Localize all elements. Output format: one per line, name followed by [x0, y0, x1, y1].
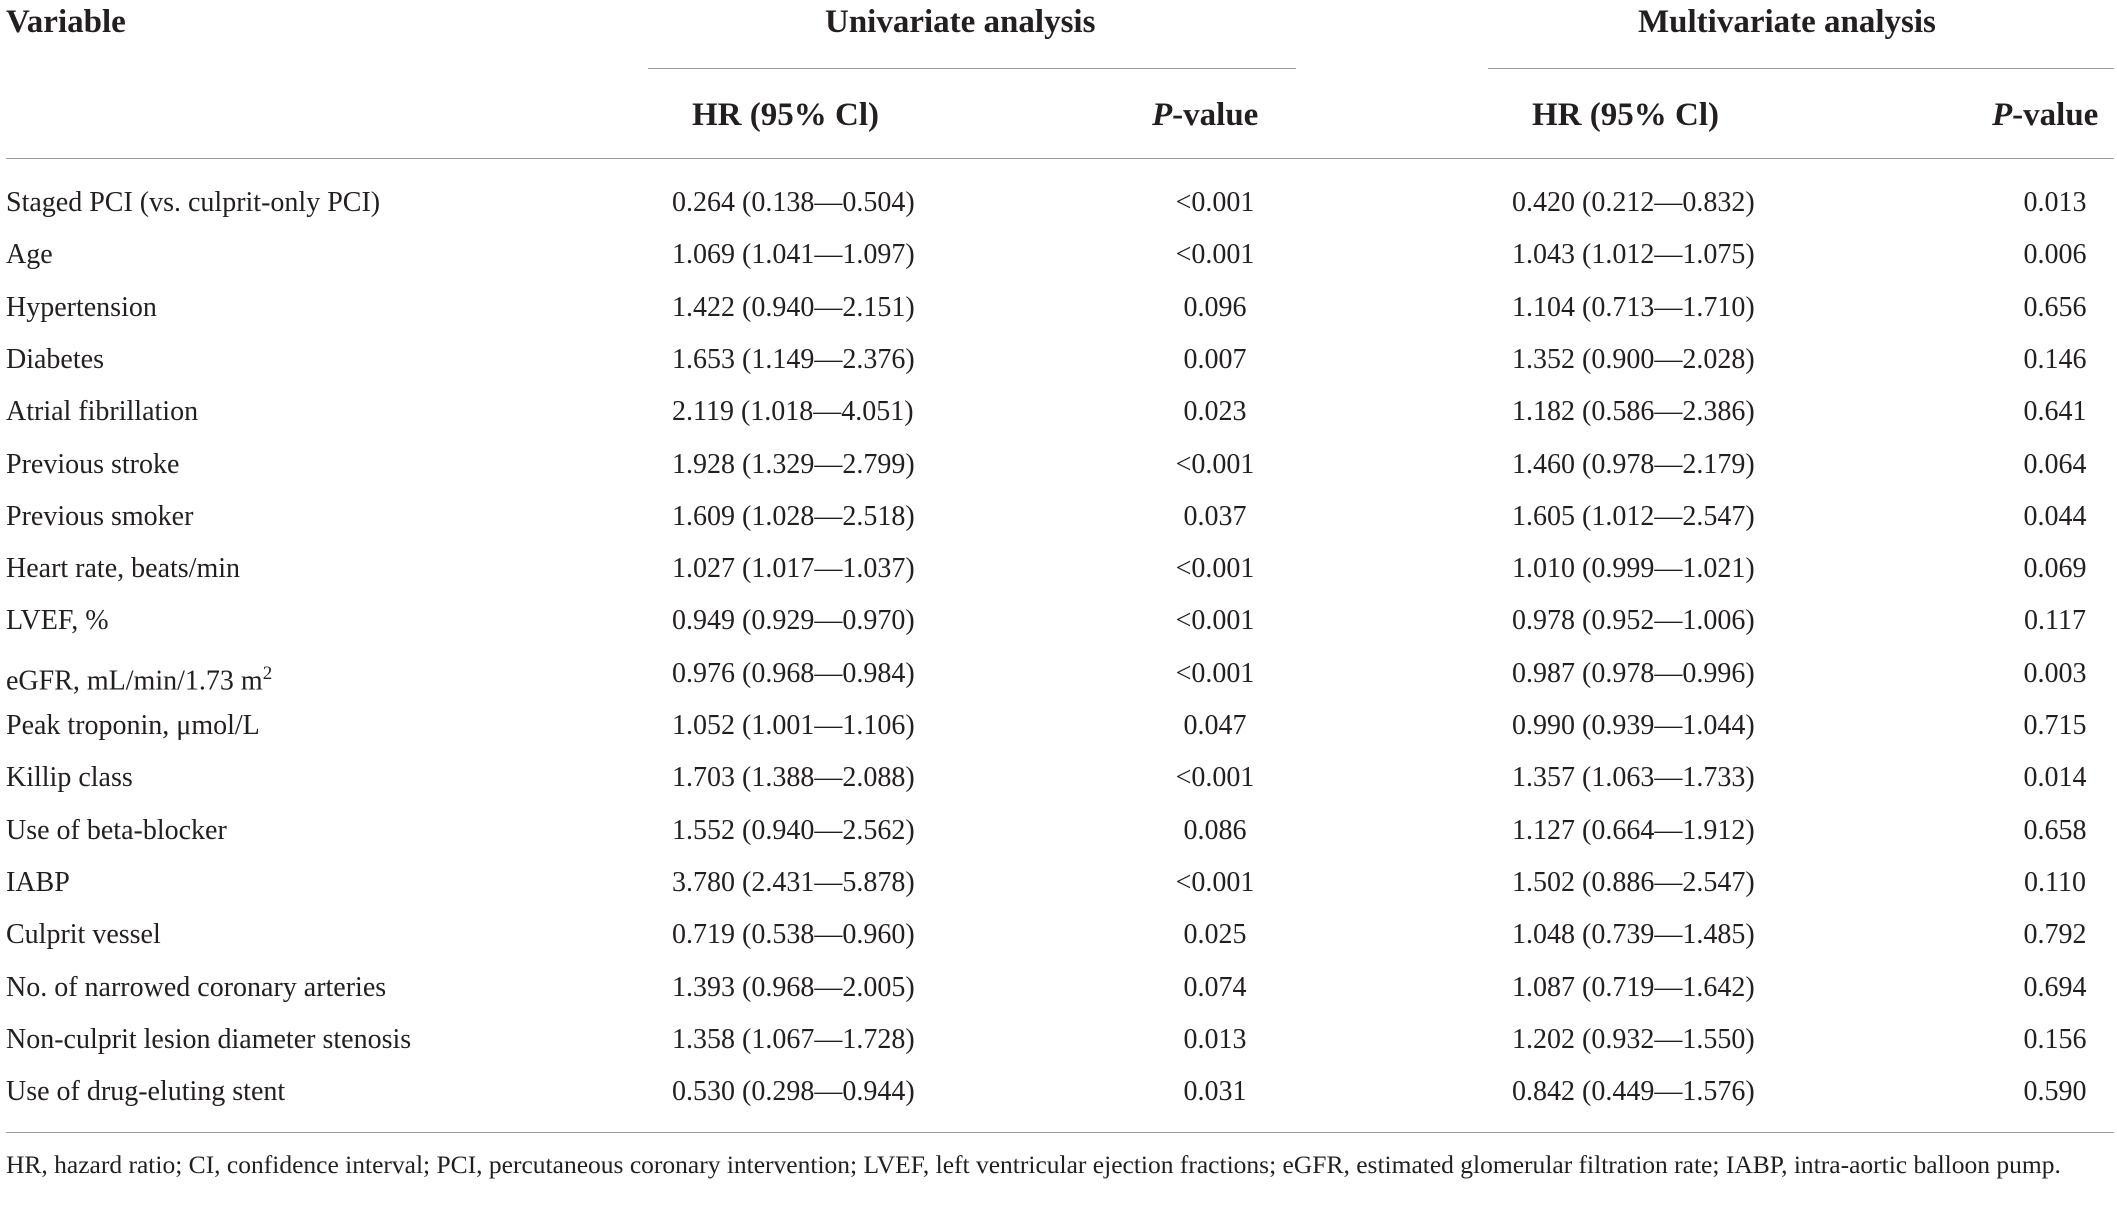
row-multivariate-hr: 1.087 (0.719—1.642) — [1512, 972, 1755, 1003]
row-multivariate-hr: 1.010 (0.999—1.021) — [1512, 553, 1755, 584]
row-variable — [6, 395, 198, 429]
p-rest: -value — [1172, 97, 1259, 133]
row-variable — [6, 186, 380, 220]
row-multivariate-hr: 1.502 (0.886—2.547) — [1512, 867, 1755, 898]
row-multivariate-p: 0.013 — [2023, 187, 2087, 218]
row-univariate-hr: 1.069 (1.041—1.097) — [672, 239, 915, 270]
row-variable — [6, 866, 70, 900]
row-multivariate-hr: 1.605 (1.012—2.547) — [1512, 501, 1755, 532]
row-variable — [6, 448, 179, 482]
variable-text: Use of beta-blocker — [6, 815, 227, 846]
row-univariate-hr: 1.703 (1.388—2.088) — [672, 762, 915, 793]
row-multivariate-hr: 0.987 (0.978—0.996) — [1512, 658, 1755, 689]
row-multivariate-p: 0.792 — [2023, 919, 2087, 950]
row-variable — [6, 814, 227, 848]
row-variable — [6, 500, 193, 534]
table-bottom-rule — [6, 1132, 2114, 1133]
row-univariate-p: <0.001 — [1175, 239, 1255, 270]
row-univariate-hr: 1.422 (0.940—2.151) — [672, 292, 915, 323]
header-univariate-p — [1152, 95, 1258, 135]
variable-text: Heart rate, beats/min — [6, 553, 241, 584]
footnote: HR, hazard ratio; CI, confidence interval; PCI, percutaneous coronary intervention; LVEF, left ventricular ejection fractions; eGFR, estimated glomerular filtration rate; IABP, intra-aortic balloon pump. — [6, 1150, 2061, 1179]
row-variable — [6, 761, 133, 795]
row-univariate-hr: 3.780 (2.431—5.878) — [672, 867, 915, 898]
variable-text: Peak troponin, μmol/L — [6, 710, 260, 741]
row-multivariate-p: 0.694 — [2023, 972, 2087, 1003]
row-variable — [6, 291, 157, 325]
variable-text: No. of narrowed coronary arteries — [6, 972, 387, 1003]
row-multivariate-hr: 1.460 (0.978—2.179) — [1512, 449, 1755, 480]
row-multivariate-p: 0.656 — [2023, 292, 2087, 323]
variable-text: Previous smoker — [6, 501, 194, 532]
row-multivariate-p: 0.003 — [2023, 658, 2087, 689]
row-multivariate-hr: 0.978 (0.952—1.006) — [1512, 605, 1755, 636]
row-univariate-p: 0.013 — [1183, 1024, 1247, 1055]
header-rule — [6, 158, 2114, 159]
row-multivariate-hr: 1.048 (0.739—1.485) — [1512, 919, 1755, 950]
row-multivariate-p: 0.715 — [2023, 710, 2087, 741]
variable-text: Age — [6, 239, 53, 270]
variable-text: IABP — [6, 867, 70, 898]
row-univariate-hr: 1.358 (1.067—1.728) — [672, 1024, 915, 1055]
row-multivariate-hr: 1.127 (0.664—1.912) — [1512, 815, 1755, 846]
header-multivariate-hr: HR (95% Cl) — [1532, 97, 1719, 133]
variable-text: Use of drug-eluting stent — [6, 1076, 286, 1107]
row-multivariate-hr: 1.352 (0.900—2.028) — [1512, 344, 1755, 375]
header-variable: Variable — [6, 4, 126, 40]
row-univariate-p: <0.001 — [1175, 449, 1255, 480]
row-variable — [6, 343, 104, 377]
row-univariate-p: 0.007 — [1183, 344, 1247, 375]
variable-text: Atrial fibrillation — [6, 396, 199, 427]
header-univariate: Univariate analysis — [825, 4, 1096, 40]
row-variable — [6, 657, 272, 698]
row-variable — [6, 971, 386, 1005]
p-italic: P — [1992, 97, 2013, 133]
variable-superscript: 2 — [262, 663, 273, 684]
variable-text: LVEF, % — [6, 605, 109, 636]
row-univariate-hr: 0.949 (0.929—0.970) — [672, 605, 915, 636]
row-multivariate-hr: 1.043 (1.012—1.075) — [1512, 239, 1755, 270]
row-multivariate-p: 0.641 — [2023, 396, 2087, 427]
row-multivariate-p: 0.044 — [2023, 501, 2087, 532]
row-univariate-p: 0.031 — [1183, 1076, 1247, 1107]
multivariate-group-rule — [1488, 68, 2114, 69]
variable-text: eGFR, mL/min/1.73 m — [6, 665, 263, 697]
variable-text: Killip class — [6, 762, 133, 793]
header-multivariate-p — [1992, 95, 2098, 135]
row-multivariate-p: 0.014 — [2023, 762, 2087, 793]
row-variable — [6, 1075, 285, 1109]
row-univariate-p: 0.023 — [1183, 396, 1247, 427]
row-univariate-p: <0.001 — [1175, 658, 1255, 689]
row-multivariate-p: 0.110 — [2024, 867, 2086, 898]
variable-text: Diabetes — [6, 344, 104, 375]
row-multivariate-p: 0.117 — [2024, 605, 2086, 636]
row-univariate-p: 0.096 — [1183, 292, 1247, 323]
row-univariate-hr: 1.653 (1.149—2.376) — [672, 344, 915, 375]
row-univariate-p: <0.001 — [1175, 762, 1255, 793]
row-univariate-p: <0.001 — [1175, 867, 1255, 898]
row-univariate-hr: 0.530 (0.298—0.944) — [672, 1076, 915, 1107]
row-univariate-p: 0.086 — [1183, 815, 1247, 846]
row-univariate-hr: 1.052 (1.001—1.106) — [672, 710, 915, 741]
p-rest: -value — [2012, 97, 2099, 133]
row-univariate-hr: 1.928 (1.329—2.799) — [672, 449, 915, 480]
row-univariate-p: 0.047 — [1183, 710, 1247, 741]
row-univariate-p: 0.074 — [1183, 972, 1247, 1003]
header-multivariate: Multivariate analysis — [1638, 4, 1936, 40]
row-univariate-hr: 1.552 (0.940—2.562) — [672, 815, 915, 846]
row-multivariate-hr: 0.420 (0.212—0.832) — [1512, 187, 1755, 218]
row-univariate-hr: 1.027 (1.017—1.037) — [672, 553, 915, 584]
header-univariate-hr: HR (95% Cl) — [692, 97, 879, 133]
p-italic: P — [1152, 97, 1173, 133]
row-multivariate-p: 0.064 — [2023, 449, 2087, 480]
row-variable — [6, 1023, 411, 1057]
row-multivariate-p: 0.069 — [2023, 553, 2087, 584]
variable-text: Culprit vessel — [6, 919, 161, 950]
univariate-group-rule — [648, 68, 1296, 69]
row-multivariate-hr: 1.357 (1.063—1.733) — [1512, 762, 1755, 793]
row-variable — [6, 552, 240, 586]
row-univariate-hr: 0.976 (0.968—0.984) — [672, 658, 915, 689]
row-multivariate-p: 0.146 — [2023, 344, 2087, 375]
variable-text: Staged PCI (vs. culprit-only PCI) — [6, 187, 381, 218]
row-multivariate-hr: 1.182 (0.586—2.386) — [1512, 396, 1755, 427]
row-univariate-hr: 1.393 (0.968—2.005) — [672, 972, 915, 1003]
variable-text: Previous stroke — [6, 449, 180, 480]
row-univariate-p: 0.037 — [1183, 501, 1247, 532]
row-univariate-p: <0.001 — [1175, 187, 1255, 218]
variable-text: Hypertension — [6, 292, 157, 323]
row-multivariate-p: 0.156 — [2023, 1024, 2087, 1055]
row-univariate-hr: 1.609 (1.028—2.518) — [672, 501, 915, 532]
row-univariate-hr: 0.719 (0.538—0.960) — [672, 919, 915, 950]
row-multivariate-hr: 1.202 (0.932—1.550) — [1512, 1024, 1755, 1055]
row-multivariate-hr: 0.990 (0.939—1.044) — [1512, 710, 1755, 741]
row-multivariate-p: 0.590 — [2023, 1076, 2087, 1107]
row-univariate-p: 0.025 — [1183, 919, 1247, 950]
row-multivariate-p: 0.006 — [2023, 239, 2087, 270]
row-univariate-p: <0.001 — [1175, 605, 1255, 636]
row-variable — [6, 918, 161, 952]
row-multivariate-hr: 0.842 (0.449—1.576) — [1512, 1076, 1755, 1107]
row-univariate-hr: 0.264 (0.138—0.504) — [672, 187, 915, 218]
row-variable — [6, 238, 53, 272]
row-univariate-hr: 2.119 (1.018—4.051) — [672, 396, 914, 427]
row-variable — [6, 709, 260, 743]
row-multivariate-p: 0.658 — [2023, 815, 2087, 846]
variable-text: Non-culprit lesion diameter stenosis — [6, 1024, 412, 1055]
row-univariate-p: <0.001 — [1175, 553, 1255, 584]
row-variable — [6, 604, 109, 638]
row-multivariate-hr: 1.104 (0.713—1.710) — [1512, 292, 1755, 323]
